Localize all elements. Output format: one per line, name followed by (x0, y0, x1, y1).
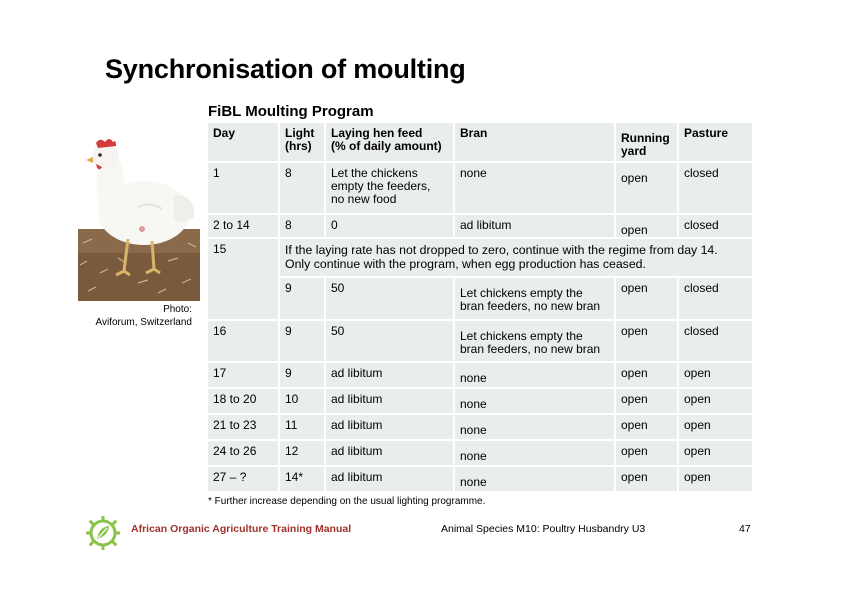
cell-yard: open (616, 415, 679, 441)
cell-yard: open (616, 389, 679, 415)
cell-bran-line2: bran feeders, no new bran (460, 342, 601, 356)
header-light-line1: Light (285, 126, 315, 140)
table-row (208, 363, 752, 389)
table-footnote: * Further increase depending on the usual lighting programme. (208, 496, 486, 507)
cell-pasture: open (679, 415, 752, 441)
table-row (208, 321, 752, 363)
note-line2: Only continue with the program, when egg production has ceased. (285, 257, 646, 271)
cell-light: 9 (280, 278, 326, 321)
cell-day: 24 to 26 (208, 441, 280, 467)
cell-light: 9 (280, 363, 326, 389)
cell-pasture: open (679, 363, 752, 389)
cell-bran-line2: bran feeders, no new bran (460, 299, 601, 313)
cell-feed: ad libitum (326, 467, 455, 493)
cell-day: 21 to 23 (208, 415, 280, 441)
cell-day: 27 – ? (208, 467, 280, 493)
cell-feed-line2: empty the feeders, (331, 179, 431, 193)
cell-bran: none (455, 363, 616, 389)
cell-pasture: closed (679, 163, 752, 215)
table-title: FiBL Moulting Program (208, 103, 374, 120)
cell-pasture: closed (679, 278, 752, 321)
cell-bran-line1: Let chickens empty the (460, 329, 583, 343)
cell-feed: ad libitum (326, 415, 455, 441)
cell-bran: none (455, 415, 616, 441)
cell-day: 2 to 14 (208, 215, 280, 239)
cell-yard: open (616, 321, 679, 363)
slide-title: Synchronisation of moulting (105, 54, 466, 84)
cell-day: 18 to 20 (208, 389, 280, 415)
photo-caption (62, 303, 192, 329)
table-row (208, 467, 752, 493)
cell-day: 15 (208, 239, 280, 321)
cell-feed (326, 163, 455, 215)
cell-light: 8 (280, 215, 326, 239)
header-light-line2: (hrs) (285, 139, 312, 153)
cell-light: 10 (280, 389, 326, 415)
footer-module: Animal Species M10: Poultry Husbandry U3 (441, 523, 646, 535)
cell-yard: open (616, 467, 679, 493)
cell-light: 11 (280, 415, 326, 441)
cell-feed: 0 (326, 215, 455, 239)
cell-feed: ad libitum (326, 363, 455, 389)
cell-bran: none (455, 163, 616, 215)
white-hen-icon (78, 133, 200, 301)
photo-caption-label: Photo: (163, 304, 192, 315)
photo-caption-credit: Aviforum, Switzerland (95, 317, 192, 328)
table-row (208, 441, 752, 467)
cell-bran: ad libitum (455, 215, 616, 239)
cell-yard: open (616, 163, 679, 215)
table-header-row (208, 123, 752, 163)
cell-bran: none (455, 441, 616, 467)
cell-day: 1 (208, 163, 280, 215)
cell-yard: open (616, 363, 679, 389)
cell-yard: open (616, 278, 679, 321)
cell-feed: 50 (326, 321, 455, 363)
cell-bran: none (455, 389, 616, 415)
cell-bran: none (455, 467, 616, 493)
header-feed-line1: Laying hen feed (331, 126, 423, 140)
header-feed (326, 123, 455, 163)
header-running-yard (616, 123, 679, 163)
cell-bran (455, 278, 616, 321)
cell-pasture: open (679, 441, 752, 467)
table-row (208, 278, 752, 321)
cell-yard: open (616, 441, 679, 467)
cell-day: 17 (208, 363, 280, 389)
cell-pasture: closed (679, 215, 752, 239)
table-row (208, 163, 752, 215)
cell-pasture: open (679, 467, 752, 493)
manual-logo (85, 515, 121, 551)
header-yard-line1: Running (621, 131, 670, 145)
cell-light: 14* (280, 467, 326, 493)
cell-light: 12 (280, 441, 326, 467)
cell-bran (455, 321, 616, 363)
cell-pasture: open (679, 389, 752, 415)
cell-feed: ad libitum (326, 389, 455, 415)
cell-pasture: closed (679, 321, 752, 363)
footer-manual-title: African Organic Agriculture Training Manual (131, 523, 352, 535)
cell-feed: 50 (326, 278, 455, 321)
header-bran: Bran (455, 123, 616, 163)
table-row (208, 389, 752, 415)
cell-feed: ad libitum (326, 441, 455, 467)
note-line1: If the laying rate has not dropped to zero, continue with the regime from day 14. (285, 243, 718, 257)
header-feed-line2: (% of daily amount) (331, 139, 442, 153)
header-day: Day (208, 123, 280, 163)
header-pasture: Pasture (679, 123, 752, 163)
cell-feed-line3: no new food (331, 192, 397, 206)
table-row (208, 415, 752, 441)
sun-leaf-logo-icon (85, 515, 121, 551)
cell-yard: open (616, 215, 679, 239)
cell-feed-line1: Let the chickens (331, 166, 418, 180)
header-yard-line2: yard (621, 144, 647, 158)
cell-light: 9 (280, 321, 326, 363)
page-number: 47 (739, 523, 751, 535)
header-light (280, 123, 326, 163)
hen-photo (78, 133, 200, 301)
table-row (208, 215, 752, 239)
table-row (208, 239, 752, 278)
cell-condition-note (280, 239, 752, 278)
cell-light: 8 (280, 163, 326, 215)
cell-day: 16 (208, 321, 280, 363)
moulting-program-table (208, 123, 752, 493)
cell-bran-line1: Let chickens empty the (460, 286, 583, 300)
